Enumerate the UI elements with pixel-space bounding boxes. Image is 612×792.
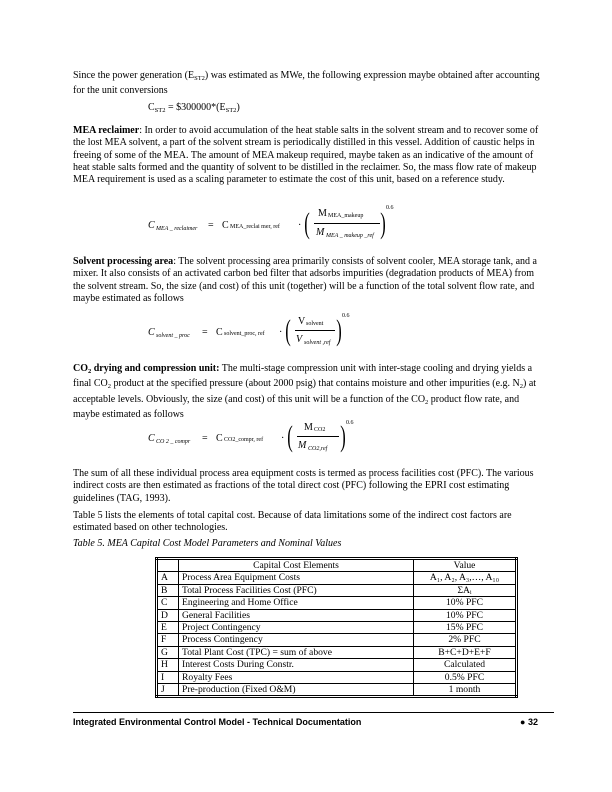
row-value: 0.5% PFC (414, 671, 517, 683)
mea-f-c-sub: MEA_reclai mer, ref (230, 224, 280, 230)
row-element: Total Plant Cost (TPC) = sum of above (179, 646, 414, 658)
co2-f-num: M (304, 422, 313, 433)
mea-paragraph (73, 125, 543, 186)
table-row (157, 622, 517, 634)
table-row (157, 684, 517, 697)
footer-page-number (520, 717, 538, 727)
row-letter: E (157, 622, 179, 634)
solvent-heading: Solvent processing area (73, 256, 174, 267)
capital-cost-table (155, 557, 518, 698)
co2-text-d: product flow rate, and maybe estimated as follows (73, 393, 520, 420)
row-value: Calculated (414, 659, 517, 671)
table-row (157, 634, 517, 646)
co2-f-lhs-sub: CO 2 _ compr (156, 439, 191, 445)
mea-f-lhs-sub: MEA _ reclaimer (156, 226, 198, 232)
solvent-formula (148, 313, 368, 357)
co2-formula (148, 420, 378, 464)
intro-text-b: ) was estimated as MWe, the following expression maybe obtained after accounting for the unit conversions (73, 70, 540, 97)
co2-f-c-sub: CO2_compr, ref (224, 437, 264, 443)
mea-f-lparen: ( (304, 207, 310, 240)
row-letter: D (157, 609, 179, 621)
solvent-f-c-sub: solvent_proc, ref (224, 331, 265, 337)
row-value: 1 month (414, 684, 517, 697)
co2-f-fraction-bar (297, 436, 339, 437)
table-caption: Table 5. MEA Capital Cost Model Parameters and Nominal Values (73, 538, 342, 549)
co2-f-rparen: ) (340, 420, 346, 453)
co2-f-eq: = (202, 433, 208, 444)
page-number: 32 (527, 717, 538, 727)
row-value: 2% PFC (414, 634, 517, 646)
table-row (157, 572, 517, 584)
mea-f-dot: · (298, 220, 302, 231)
solvent-f-lhs-sub: solvent _ proc (156, 333, 190, 339)
co2-text-c: ) at acceptable levels. Obviously, the size (and cost) of this unit will be a function of the CO (73, 378, 537, 405)
solvent-f-num-sub: solvent (306, 321, 324, 327)
row-value: A₁, A₂, A₃,…, A₁₀ (414, 572, 517, 584)
row-element: Process Area Equipment Costs (179, 572, 414, 584)
co2-heading (73, 363, 219, 374)
table-header-row (157, 559, 517, 572)
row-element: Interest Costs During Constr. (179, 659, 414, 671)
table-row (157, 584, 517, 596)
row-value: 10% PFC (414, 609, 517, 621)
mea-f-exp: 0.6 (386, 205, 394, 211)
co2-f-exp: 0.6 (346, 420, 354, 426)
intro-sub-a: ST2 (194, 75, 205, 82)
row-element: General Facilities (179, 609, 414, 621)
row-element: Process Contingency (179, 634, 414, 646)
table-header-letter (157, 559, 179, 572)
intro-paragraph (73, 70, 543, 98)
eq-rhs-a: = $300000*(E (168, 102, 226, 113)
co2-text-sub1: 2 (107, 383, 111, 391)
solvent-text: : The solvent processing area primarily consists of solvent cooler, MEA storage tank, and a mixer. It also consists of an activated carbon bed filter that adsorbs impurities (degradation products of MEA) from the solvent stream. So, the size (and cost) of this unit (together) will be a function of the total solvent flow rate, and maybe estimated as follows (73, 256, 537, 304)
co2-f-den-sub: CO2,ref (308, 446, 328, 452)
eq-rhs-b: ) (236, 102, 240, 113)
intro-text-a: Since the power generation (E (73, 70, 195, 81)
row-element: Total Process Facilities Cost (PFC) (179, 584, 414, 596)
co2-text-sub3: 2 (425, 398, 429, 406)
mea-f-num-sub: MEA_makeup (328, 213, 364, 219)
mea-text: : In order to avoid accumulation of the heat stable salts in the solvent stream and to recover some of the lost MEA solvent, a part of the solvent stream is periodically distilled in this vessel. Addition of caustic helps in freeing of some of the MEA. The amount of MEA makeup required, maybe taken as an indicative of the amount of heat stable salts formed and the quantity of solvent to be distilled in the reclaimer. So, the mass flow rate of makeup MEA requirement is used as a scaling parameter to estimate the cost of this unit, based on a reference study. (73, 125, 539, 186)
solvent-f-dot: · (279, 327, 283, 338)
mea-f-den: M (316, 227, 325, 238)
mea-f-c: C (222, 220, 229, 231)
solvent-f-den-sub: solvent ,ref (304, 340, 331, 346)
table-header-element: Capital Cost Elements (179, 559, 414, 572)
row-element: Pre-production (Fixed O&M) (179, 684, 414, 697)
co2-text-b: product at the specified pressure (about 2000 psig) that contains moisture and other impurities (e.g. N (110, 378, 520, 390)
eq-lhs-sub: ST2 (154, 107, 166, 114)
row-value: 15% PFC (414, 622, 517, 634)
row-element: Royalty Fees (179, 671, 414, 683)
table-row (157, 597, 517, 609)
eq-lhs: C (148, 102, 155, 113)
eq-rhs-sub: ST2 (225, 107, 237, 114)
equation-cst2 (148, 102, 240, 114)
co2-f-dot: · (281, 433, 285, 444)
co2-text-a: The multi-stage compression unit with inter-stage cooling and drying yields a final CO (73, 363, 533, 390)
row-letter: J (157, 684, 179, 697)
mea-f-num: M (318, 208, 327, 219)
co2-text-sub2: 2 (519, 383, 524, 391)
row-letter: I (157, 671, 179, 683)
co2-paragraph (73, 363, 543, 421)
mea-heading: MEA reclaimer (73, 125, 140, 136)
row-value: 10% PFC (414, 597, 517, 609)
solvent-f-fraction-bar (295, 330, 335, 331)
mea-f-den-sub: MEA _ makeup _ref (326, 233, 374, 239)
row-letter: H (157, 659, 179, 671)
mea-formula (148, 205, 408, 251)
co2-f-c: C (216, 433, 223, 444)
row-element: Project Contingency (179, 622, 414, 634)
mea-f-fraction-bar (314, 223, 380, 224)
solvent-f-eq: = (202, 327, 208, 338)
row-letter: B (157, 584, 179, 596)
table-intro-paragraph: Table 5 lists the elements of total capital cost. Because of data limitations some of the indirect cost factors are estimated based on other technologies. (73, 510, 512, 534)
table-header-value: Value (414, 559, 517, 572)
solvent-f-lparen: ( (285, 314, 291, 347)
co2-heading-b: drying and compression unit: (91, 363, 220, 374)
row-letter: G (157, 646, 179, 658)
solvent-f-rparen: ) (336, 314, 342, 347)
footer-title: Integrated Environmental Control Model - Technical Documentation (73, 717, 362, 727)
mea-f-rparen: ) (380, 207, 386, 240)
solvent-paragraph (73, 256, 543, 305)
solvent-f-exp: 0.6 (342, 313, 350, 319)
solvent-f-den: V (296, 334, 303, 345)
table-row (157, 646, 517, 658)
row-value: ΣAᵢ (414, 584, 517, 596)
solvent-f-num: V (298, 316, 306, 327)
co2-f-den: M (298, 440, 307, 451)
table-row (157, 609, 517, 621)
co2-f-num-sub: CO2 (314, 427, 326, 433)
row-element: Engineering and Home Office (179, 597, 414, 609)
table-row (157, 659, 517, 671)
row-letter: C (157, 597, 179, 609)
row-letter: F (157, 634, 179, 646)
mea-f-eq: = (208, 220, 214, 231)
row-value: B+C+D+E+F (414, 646, 517, 658)
co2-f-lhs: C (148, 433, 155, 444)
table-row (157, 671, 517, 683)
co2-heading-a: CO (73, 363, 88, 374)
co2-f-lparen: ( (287, 420, 293, 453)
row-letter: A (157, 572, 179, 584)
solvent-f-c: C (216, 327, 223, 338)
footer-divider (73, 712, 554, 713)
solvent-f-lhs: C (148, 327, 155, 338)
pfc-paragraph: The sum of all these individual process area equipment costs is termed as process facilities cost (PFC). The various indirect costs are then estimated as fractions of the total direct cost (PFC) following the EPRI cost estimating guidelines (TAG, 1993). (73, 468, 534, 504)
bullet-icon: ● (520, 717, 526, 727)
co2-heading-sub: 2 (88, 368, 92, 375)
mea-f-lhs: C (148, 220, 155, 231)
